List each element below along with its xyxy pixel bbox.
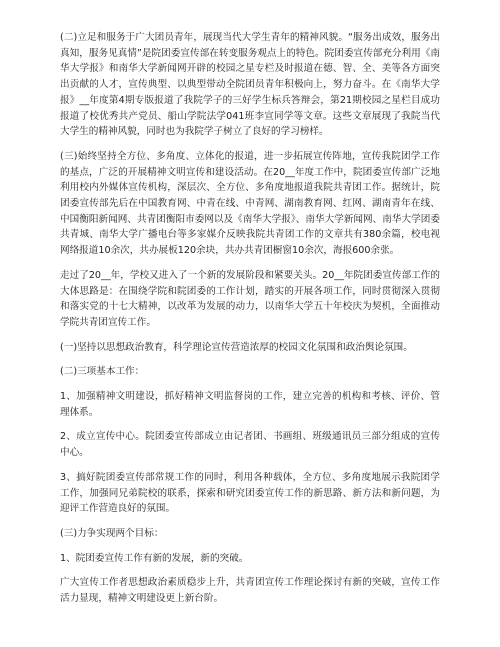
paragraph-point-1: (一)坚持以思想政治教育，科学理论宣传营造浓厚的校园文化氛围和政治舆论氛围。 [60,341,413,353]
paragraph-goal-1: 1、院团委宣传工作有新的发展，新的突破。 [60,552,249,564]
paragraph-media-coverage: (三)始终坚持全方位、多角度、立体化的报道，进一步拓展宣传阵地，宣传我院团学工作的基点，广泛的开展精神文明宣传和建设活动。在20__年度工作中，院团委宣传部广泛地利用校内外媒体宣传机构，深层次、全方位、多角度地报道我院共青团工作。据统计，院团委宣传部先后在中国教育网、中青在线、中青网、湖南教育网、红网、湖南青年在线、中国衡阳新闻网、共青团衡阳市委网以及《南华大学报》、南华大学新闻网、南华大学团委共青城、南华大学广播电台等多家媒介反映我院共青团工作的文章共有380余篇，校电视网络报道10余次，共办展板120余块，共办共青团橱窗10余次，海报600余张。 [60,150,440,257]
paragraph-service-youth: (二)立足和服务于广大团员青年，展现当代大学生青年的精神风貌。“服务出成效，服务出真知，服务见真情”是院团委宣传部在转变服务观点上的特色。院团委宣传部充分利用《南华大学报》和南华大学新闻网开辟的校园之星专栏及时报道在德、智、全、美等各方面突出贡献的人才，宣传典型、以典型带动全院团员青年积极向上，努力奋斗。在《南华大学报》__年度第4期专版报道了我院学子的三好学生标兵答辩会，第21期校园之星栏目成功报道了校优秀共产党员、船山学院法学041班李宣同学等文章。这些文章展现了我院当代大学生的精神风貌，同时也为我院学子树立了良好的学习榜样。 [60,32,440,138]
paragraph-work-plan: 走过了20__年，学校又进入了一个新的发展阶段和紧要关头。20__年院团委宣传部工作的大体思路是：在围绕学院和院团委的工作计划，踏实的开展各项工作，同时贯彻深入贯彻和落实党的十七大精神，以改革为发展的动力，以南华大学五十年校庆为契机，全面推动学院共青团宣传工作。 [60,269,440,328]
paragraph-goal-2: 广大宣传工作者思想政治素质稳步上升，共青团宣传工作理论探讨有新的突破，宣传工作活力显现，精神文明建设更上新台阶。 [60,577,440,605]
paragraph-task-3: 3、搞好院团委宣传部常规工作的同时，利用各种载体，全方位、多角度地展示我院团学工作，加强同兄弟院校的联系，探索和研究团委宣传工作的新思路、新方法和新问题，为迎评工作营造良好的氛围。 [60,471,440,515]
paragraph-task-1: 1、加强精神文明建设，抓好精神文明监督岗的工作，建立完善的机构和考核、评价、管理体系。 [60,391,440,418]
paragraph-point-2-heading: (二)三项基本工作： [60,366,145,378]
paragraph-task-2: 2、成立宣传中心。院团委宣传部成立由记者团、书画组、班级通讯员三部分组成的宣传中心。 [60,431,440,459]
paragraph-point-3-heading: (三)力争实现两个目标： [60,527,164,539]
